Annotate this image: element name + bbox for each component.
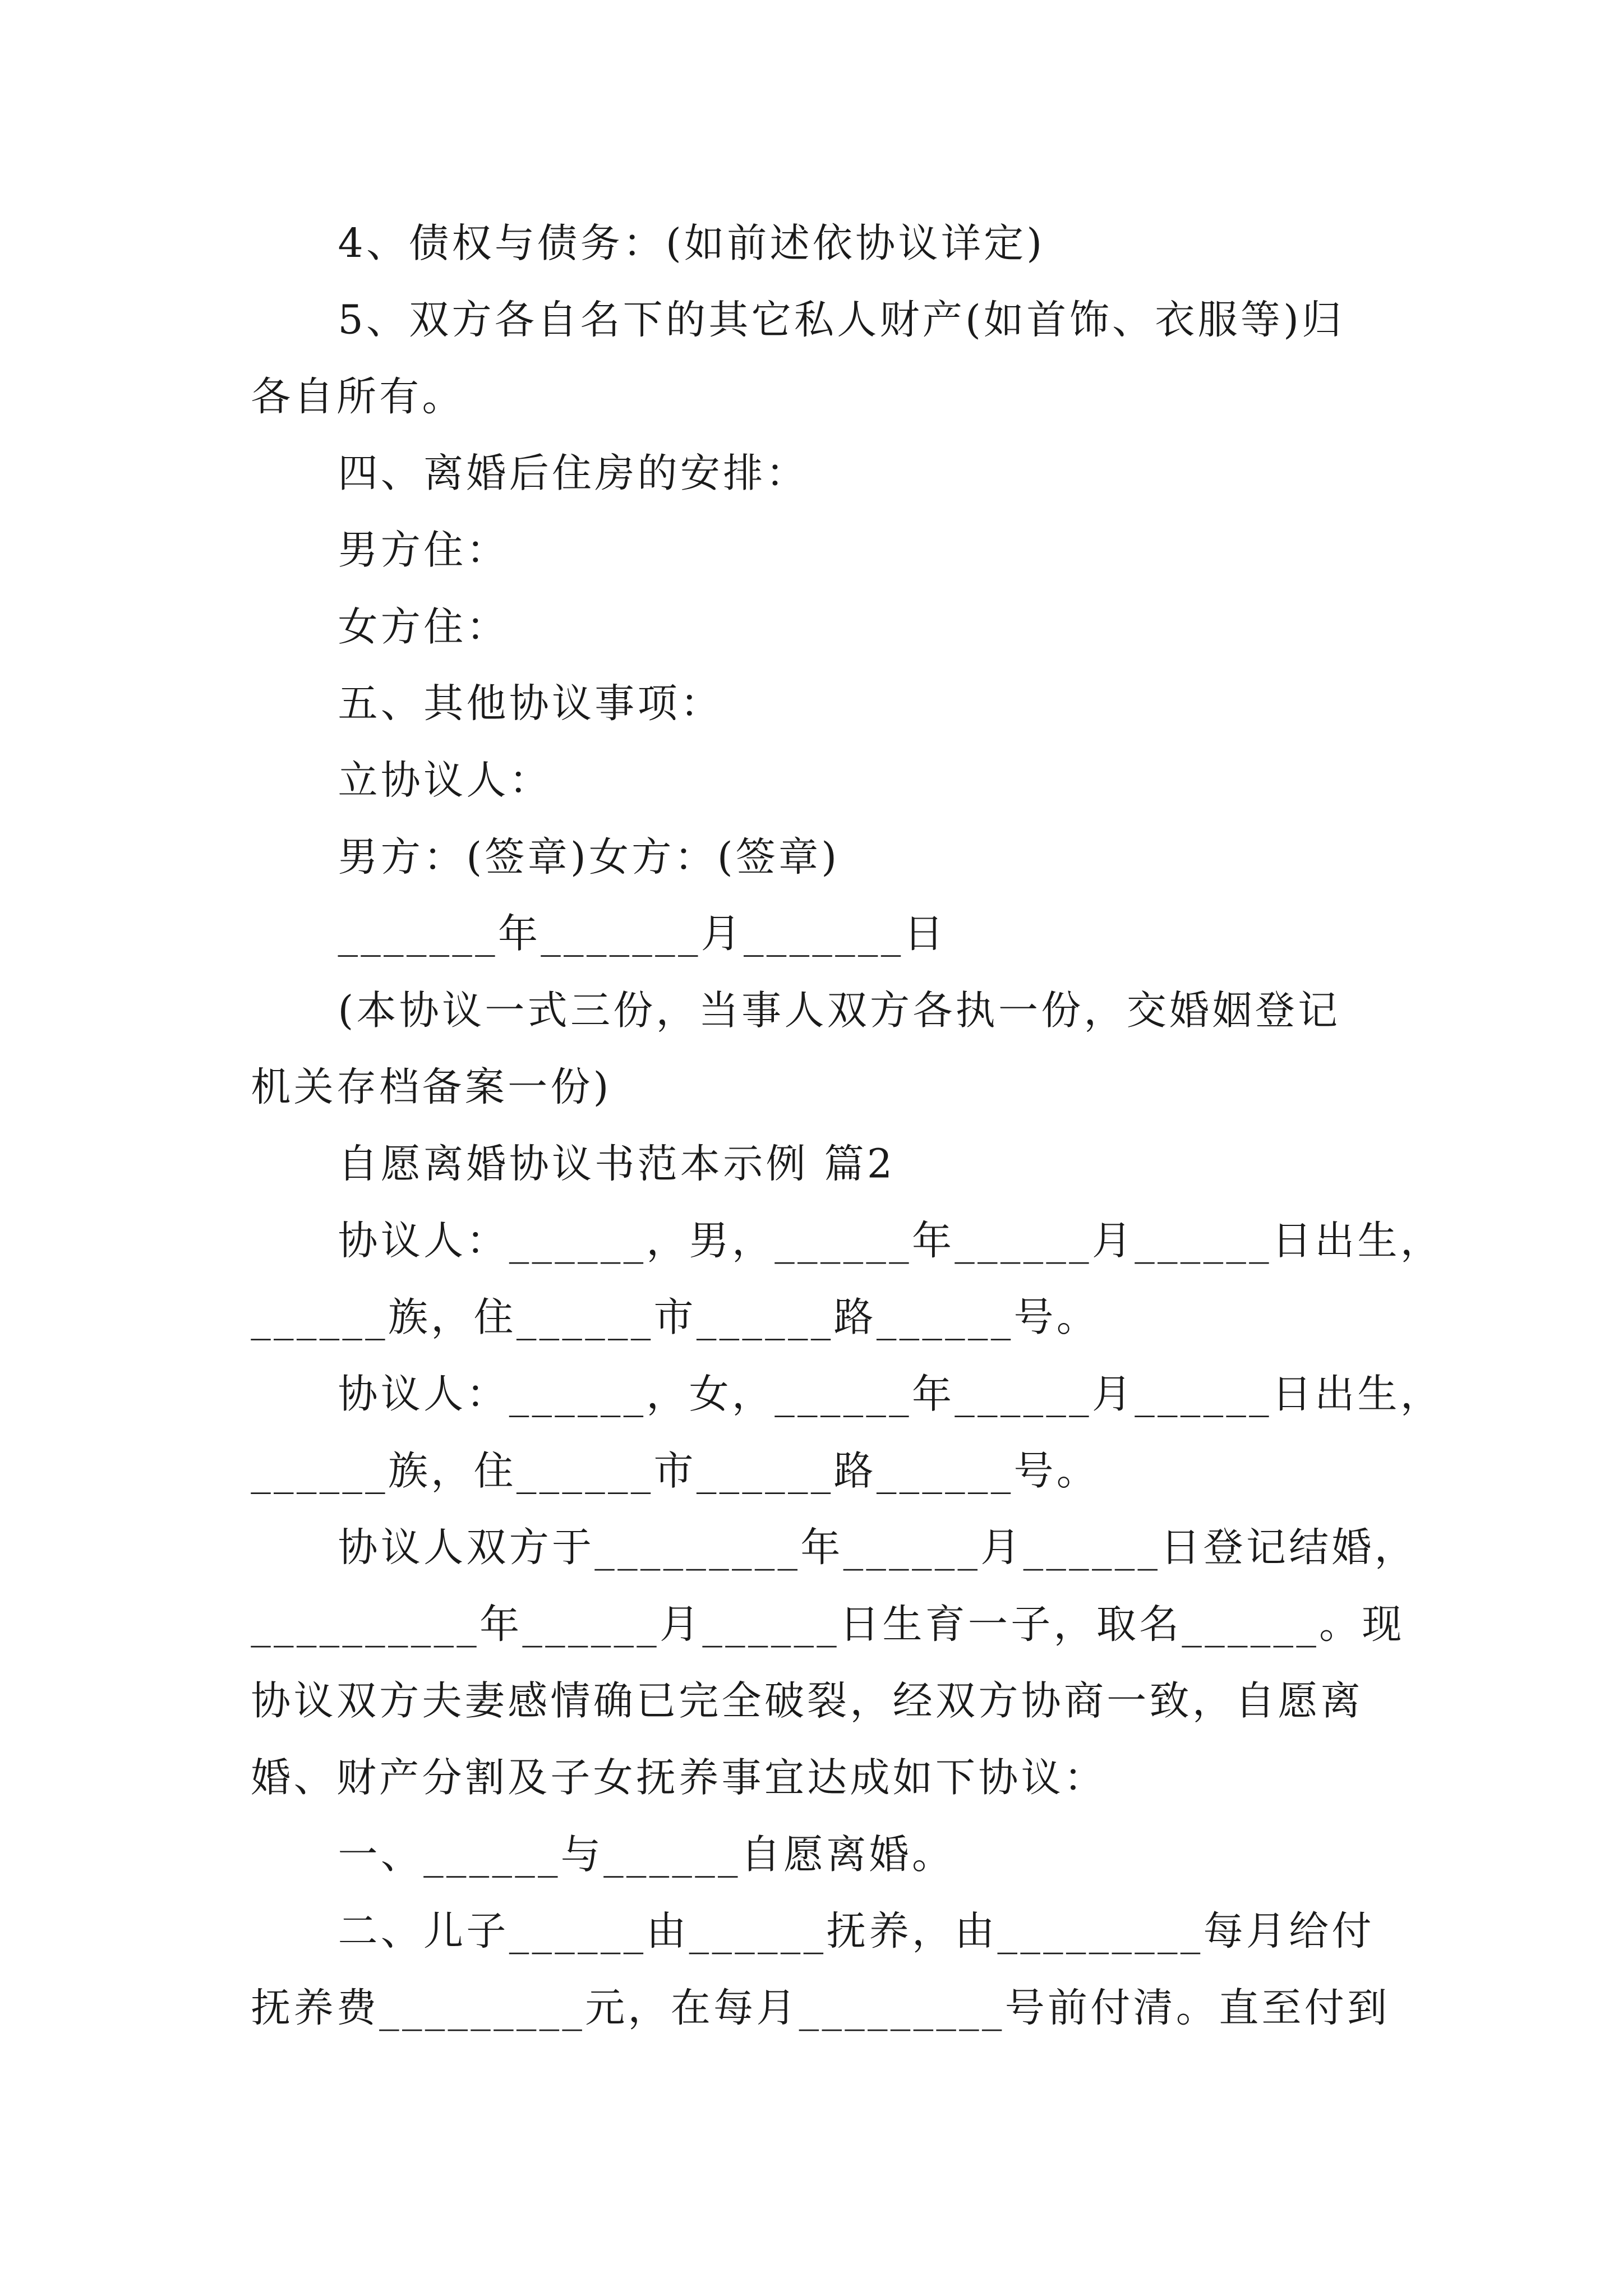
clause-1-divorce: 一、______与______自愿离婚。 — [338, 1832, 955, 1879]
agreement-intro-line: 协议双方夫妻感情确已完全破裂，经双方协商一致，自愿离 — [251, 1679, 1364, 1725]
clause-5-continued: 各自所有。 — [251, 375, 465, 421]
copies-note: (本协议一式三份，当事人双方各执一份，交婚姻登记 — [338, 988, 1341, 1035]
copies-note-continued: 机关存档备案一份) — [251, 1065, 612, 1112]
female-residence-line: 女方住： — [338, 605, 509, 651]
marriage-registration-line: 协议人双方于_________年______月______日登记结婚， — [338, 1525, 1418, 1572]
section-4-housing-heading: 四、离婚后住房的安排： — [338, 451, 809, 497]
section-title: 自愿离婚协议书范本示例 篇2 — [338, 1142, 896, 1188]
clause-2-child-custody: 二、儿子______由______抚养，由_________每月给付 — [338, 1909, 1375, 1956]
date-line: _______年_______月_______日 — [338, 911, 947, 958]
child-birth-line: __________年______月______日生育一子，取名______。现 — [251, 1602, 1405, 1648]
clause-4-debts: 4、债权与债务：(如前述依协议详定) — [338, 221, 1045, 268]
signature-line: 男方：(签章)女方：(签章) — [338, 835, 840, 881]
clause-2-continued: 抚养费_________元，在每月_________号前付清。直至付到 — [251, 1986, 1390, 2032]
male-residence-line: 男方住： — [338, 528, 509, 574]
agreement-intro-continued: 婚、财产分割及子女抚养事宜达成如下协议： — [251, 1755, 1107, 1802]
party-male-line: 协议人：______，男，______年______月______日出生， — [338, 1219, 1444, 1265]
party-male-address-line: ______族，住______市______路______号。 — [251, 1295, 1100, 1341]
clause-5-private-property: 5、双方各自名下的其它私人财产(如首饰、衣服等)归 — [338, 298, 1345, 344]
party-female-line: 协议人：______，女，______年______月______日出生， — [338, 1372, 1444, 1418]
signatories-heading: 立协议人： — [338, 758, 552, 804]
section-5-other-matters-heading: 五、其他协议事项： — [338, 681, 723, 728]
party-female-address-line: ______族，住______市______路______号。 — [251, 1449, 1100, 1495]
